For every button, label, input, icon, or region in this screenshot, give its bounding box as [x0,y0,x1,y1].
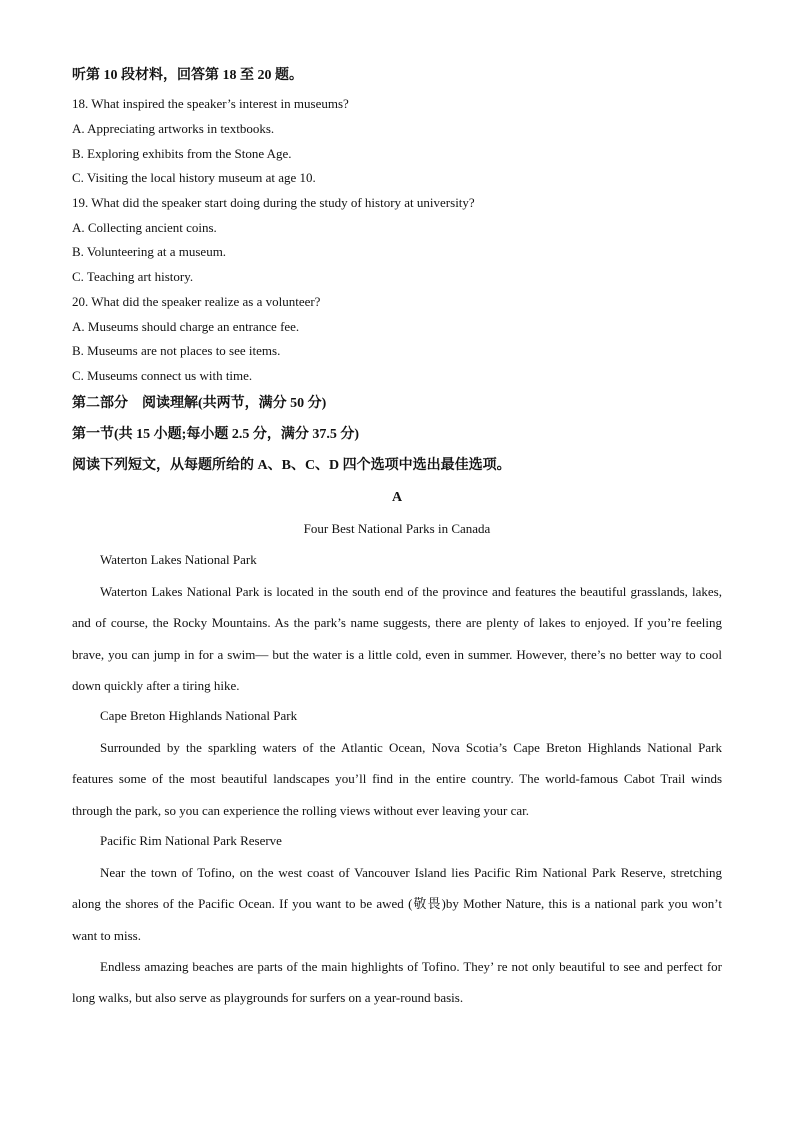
paragraph-pacific-rim-1-text: Near the town of Tofino, on the west coast of Vancouver Island lies Pacific Rim National Park Reserve, stretching along the shores of the Pacific Ocean. If you want to be awed (敬畏)by Mother Nature, this is a national park you won’t want to miss. [72,865,722,943]
passage-letter: A [391,490,403,505]
question-18-option-c: C. Visiting the local history museum at age 10. [72,170,316,185]
paragraph-waterton-text: Waterton Lakes National Park is located in the south end of the province and features the beautiful grasslands, lakes, and of course, the Rocky Mountains. As the park’s name suggests, there are plenty of lakes to enjoyed. If you’re feeling brave, you can jump in for a swim— but the water is a little cold, even in summer. However, there’s no better way to cool down quickly after a tiring hike. [72,584,722,693]
question-18-option-b: B. Exploring exhibits from the Stone Age. [72,146,292,161]
listening-section-heading: 听第 10 段材料，回答第 18 至 20 题。 [72,68,303,83]
paragraph-cape-breton [72,732,722,826]
passage-title: Four Best National Parks in Canada [303,521,491,536]
park-heading-pacific-rim: Pacific Rim National Park Reserve [100,833,282,848]
paragraph-pacific-rim-2-text: Endless amazing beaches are parts of the main highlights of Tofino. They’ re not only beautiful to see and perfect for long walks, but also serve as playgrounds for surfers on a year-round basis. [72,959,722,1006]
question-19-option-b: B. Volunteering at a museum. [72,244,227,259]
question-20-stem: 20. What did the speaker realize as a volunteer? [72,294,321,309]
question-20-option-b: B. Museums are not places to see items. [72,343,281,358]
question-20-option-c: C. Museums connect us with time. [72,368,253,383]
paragraph-cape-breton-text: Surrounded by the sparkling waters of the Atlantic Ocean, Nova Scotia’s Cape Breton Highlands National Park features some of the most beautiful landscapes you’ll find in the entire country. The world-famous Cabot Trail winds through the park, so you can experience the rolling views without ever leaving your car. [72,740,722,818]
question-18-stem: 18. What inspired the speaker’s interest in museums? [72,96,349,111]
paragraph-waterton [72,576,722,701]
park-heading-waterton: Waterton Lakes National Park [100,552,257,567]
paragraph-pacific-rim-1 [72,857,722,951]
part2-heading: 第二部分 阅读理解(共两节，满分 50 分) [72,396,327,411]
question-19-option-c: C. Teaching art history. [72,269,194,284]
park-heading-cape-breton: Cape Breton Highlands National Park [100,708,298,723]
section1-heading: 第一节(共 15 小题;每小题 2.5 分，满分 37.5 分) [72,427,359,442]
question-18-option-a: A. Appreciating artworks in textbooks. [72,121,275,136]
question-20-option-a: A. Museums should charge an entrance fee. [72,319,300,334]
reading-instruction: 阅读下列短文，从每题所给的 A、B、C、D 四个选项中选出最佳选项。 [72,458,511,473]
question-19-stem: 19. What did the speaker start doing during the study of history at university? [72,195,475,210]
question-19-option-a: A. Collecting ancient coins. [72,220,217,235]
paragraph-pacific-rim-2 [72,951,722,1014]
